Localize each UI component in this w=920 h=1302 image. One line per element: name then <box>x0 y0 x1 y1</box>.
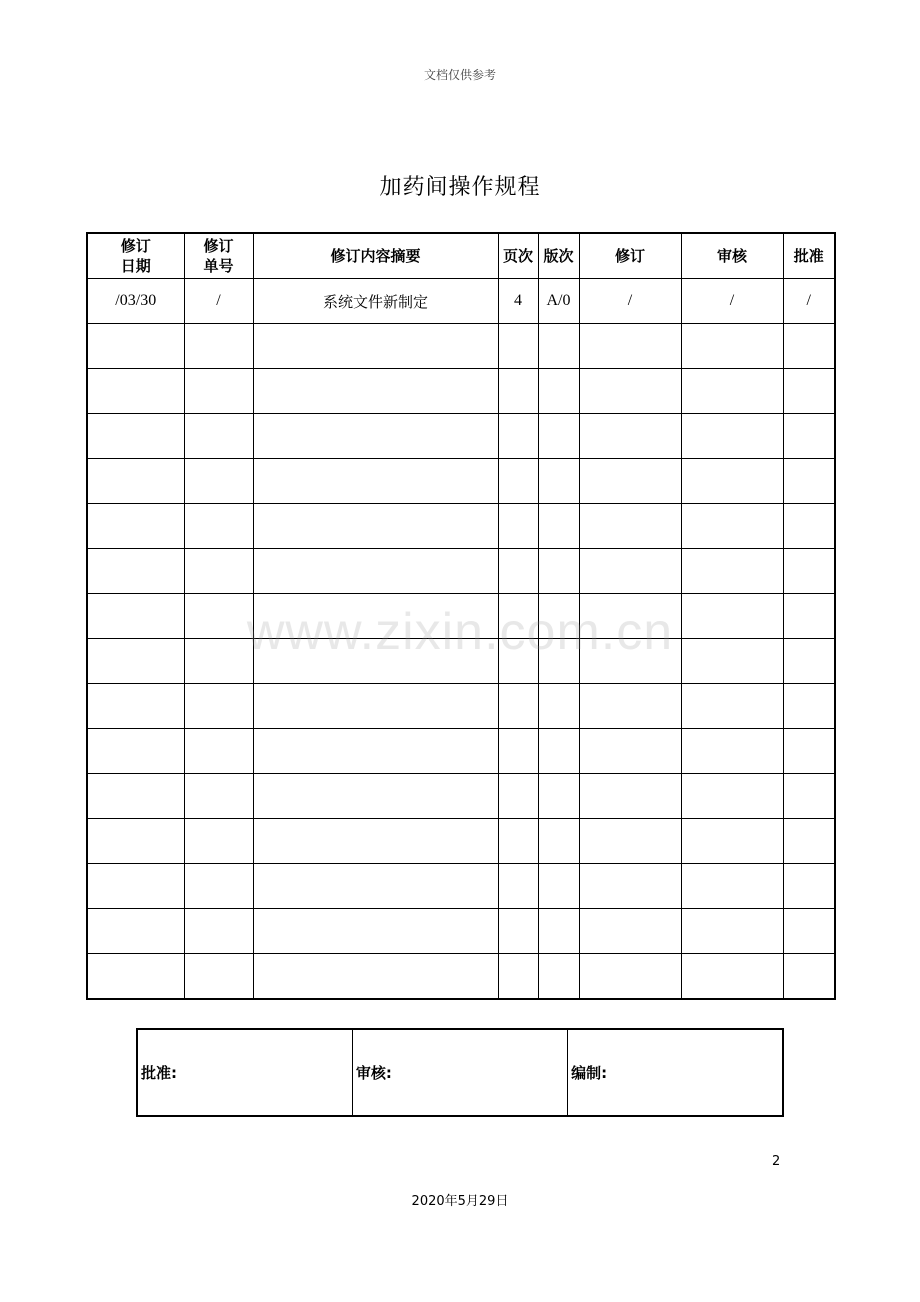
cell-revision-number <box>184 684 253 729</box>
cell-revision-summary <box>253 909 498 954</box>
approve-label: 批准: <box>137 1029 352 1116</box>
cell-revision-summary <box>253 504 498 549</box>
cell-page <box>498 459 538 504</box>
cell-revision-number <box>184 324 253 369</box>
page-number: 2 <box>772 1154 781 1169</box>
cell-revision-date <box>87 909 184 954</box>
cell-revised-by <box>579 504 681 549</box>
cell-edition <box>538 954 579 1000</box>
table-row <box>87 909 835 954</box>
signature-table <box>136 1028 784 1117</box>
cell-reviewed-by <box>681 864 783 909</box>
cell-revision-summary: 系统文件新制定 <box>253 279 498 324</box>
cell-revision-number <box>184 954 253 1000</box>
cell-approved-by <box>783 459 835 504</box>
header-page: 页次 <box>498 233 538 279</box>
cell-page <box>498 594 538 639</box>
cell-revised-by <box>579 459 681 504</box>
cell-reviewed-by <box>681 504 783 549</box>
cell-reviewed-by <box>681 369 783 414</box>
cell-page: 4 <box>498 279 538 324</box>
cell-approved-by <box>783 819 835 864</box>
table-row <box>87 819 835 864</box>
revision-table <box>86 232 836 1000</box>
cell-edition <box>538 909 579 954</box>
cell-revision-summary <box>253 594 498 639</box>
cell-page <box>498 729 538 774</box>
cell-revision-date <box>87 414 184 459</box>
cell-reviewed-by <box>681 549 783 594</box>
cell-page <box>498 414 538 459</box>
cell-revised-by <box>579 819 681 864</box>
table-row <box>87 864 835 909</box>
cell-revised-by <box>579 639 681 684</box>
signature-row <box>137 1029 783 1116</box>
cell-page <box>498 324 538 369</box>
cell-revision-number <box>184 459 253 504</box>
cell-revision-date <box>87 684 184 729</box>
cell-reviewed-by <box>681 954 783 1000</box>
header-revision-date: 修订 日期 <box>87 233 184 279</box>
cell-edition <box>538 414 579 459</box>
cell-edition <box>538 819 579 864</box>
cell-page <box>498 819 538 864</box>
table-row <box>87 279 835 324</box>
table-row <box>87 414 835 459</box>
cell-edition <box>538 324 579 369</box>
cell-revision-summary <box>253 639 498 684</box>
cell-revision-summary <box>253 369 498 414</box>
cell-revision-date: /03/30 <box>87 279 184 324</box>
cell-approved-by <box>783 954 835 1000</box>
header-reviewed-by: 审核 <box>681 233 783 279</box>
table-row <box>87 594 835 639</box>
cell-revised-by <box>579 414 681 459</box>
table-row <box>87 549 835 594</box>
cell-revision-date <box>87 729 184 774</box>
cell-edition <box>538 504 579 549</box>
cell-revision-number <box>184 864 253 909</box>
cell-reviewed-by <box>681 909 783 954</box>
cell-revision-summary <box>253 729 498 774</box>
cell-edition <box>538 639 579 684</box>
cell-edition <box>538 729 579 774</box>
revision-table-body <box>87 279 835 1000</box>
cell-edition <box>538 684 579 729</box>
cell-revision-summary <box>253 774 498 819</box>
cell-revised-by <box>579 864 681 909</box>
cell-reviewed-by: / <box>681 279 783 324</box>
table-row <box>87 774 835 819</box>
cell-revision-summary <box>253 414 498 459</box>
cell-approved-by <box>783 729 835 774</box>
cell-approved-by <box>783 774 835 819</box>
revision-table-header-row <box>87 233 835 279</box>
cell-reviewed-by <box>681 414 783 459</box>
cell-revised-by <box>579 369 681 414</box>
cell-approved-by <box>783 864 835 909</box>
cell-approved-by <box>783 909 835 954</box>
table-row <box>87 684 835 729</box>
cell-edition <box>538 594 579 639</box>
cell-revised-by <box>579 324 681 369</box>
cell-page <box>498 504 538 549</box>
table-row <box>87 954 835 1000</box>
cell-revision-date <box>87 774 184 819</box>
cell-reviewed-by <box>681 639 783 684</box>
cell-revision-number <box>184 369 253 414</box>
cell-page <box>498 684 538 729</box>
cell-reviewed-by <box>681 459 783 504</box>
cell-revised-by <box>579 774 681 819</box>
cell-page <box>498 954 538 1000</box>
cell-revision-date <box>87 819 184 864</box>
cell-revision-summary <box>253 459 498 504</box>
cell-revised-by <box>579 729 681 774</box>
cell-approved-by <box>783 594 835 639</box>
header-edition: 版次 <box>538 233 579 279</box>
header-approved-by: 批准 <box>783 233 835 279</box>
header-note: 文档仅供参考 <box>423 68 496 82</box>
cell-approved-by <box>783 639 835 684</box>
cell-revision-date <box>87 369 184 414</box>
cell-revised-by <box>579 594 681 639</box>
cell-revision-date <box>87 459 184 504</box>
cell-reviewed-by <box>681 684 783 729</box>
cell-revision-summary <box>253 864 498 909</box>
header-revision-summary: 修订内容摘要 <box>253 233 498 279</box>
cell-edition <box>538 864 579 909</box>
cell-edition: A/0 <box>538 279 579 324</box>
cell-edition <box>538 549 579 594</box>
header-revised-by: 修订 <box>579 233 681 279</box>
review-label: 审核: <box>352 1029 567 1116</box>
cell-approved-by: / <box>783 279 835 324</box>
cell-revision-number: / <box>184 279 253 324</box>
cell-revision-summary <box>253 954 498 1000</box>
cell-revised-by <box>579 684 681 729</box>
cell-page <box>498 639 538 684</box>
cell-approved-by <box>783 369 835 414</box>
watermark: www.zixin.com.cn <box>246 603 674 661</box>
cell-revised-by <box>579 549 681 594</box>
cell-page <box>498 864 538 909</box>
table-row <box>87 369 835 414</box>
cell-revised-by <box>579 954 681 1000</box>
cell-reviewed-by <box>681 324 783 369</box>
cell-revision-date <box>87 954 184 1000</box>
cell-revision-date <box>87 324 184 369</box>
cell-revision-number <box>184 909 253 954</box>
cell-revised-by: / <box>579 279 681 324</box>
cell-revision-date <box>87 504 184 549</box>
cell-revision-date <box>87 639 184 684</box>
cell-approved-by <box>783 549 835 594</box>
cell-page <box>498 549 538 594</box>
cell-page <box>498 774 538 819</box>
cell-page <box>498 909 538 954</box>
cell-revision-number <box>184 594 253 639</box>
compile-label: 编制: <box>568 1029 783 1116</box>
cell-revision-number <box>184 639 253 684</box>
cell-revision-date <box>87 594 184 639</box>
table-row <box>87 459 835 504</box>
cell-approved-by <box>783 414 835 459</box>
cell-reviewed-by <box>681 594 783 639</box>
cell-revision-number <box>184 819 253 864</box>
cell-page <box>498 369 538 414</box>
footer-date: 2020年5月29日 <box>411 1194 509 1209</box>
header-revision-number: 修订 单号 <box>184 233 253 279</box>
cell-edition <box>538 459 579 504</box>
cell-approved-by <box>783 324 835 369</box>
cell-revision-number <box>184 414 253 459</box>
cell-revision-summary <box>253 684 498 729</box>
document-title: 加药间操作规程 <box>379 175 541 200</box>
cell-revision-summary <box>253 549 498 594</box>
table-row <box>87 324 835 369</box>
cell-revised-by <box>579 909 681 954</box>
cell-revision-number <box>184 549 253 594</box>
cell-edition <box>538 369 579 414</box>
cell-revision-number <box>184 504 253 549</box>
cell-approved-by <box>783 504 835 549</box>
table-row <box>87 504 835 549</box>
cell-reviewed-by <box>681 819 783 864</box>
cell-revision-number <box>184 774 253 819</box>
cell-revision-date <box>87 864 184 909</box>
cell-approved-by <box>783 684 835 729</box>
cell-edition <box>538 774 579 819</box>
table-row <box>87 639 835 684</box>
cell-revision-summary <box>253 324 498 369</box>
cell-revision-date <box>87 549 184 594</box>
cell-reviewed-by <box>681 729 783 774</box>
table-row <box>87 729 835 774</box>
cell-revision-number <box>184 729 253 774</box>
cell-revision-summary <box>253 819 498 864</box>
cell-reviewed-by <box>681 774 783 819</box>
